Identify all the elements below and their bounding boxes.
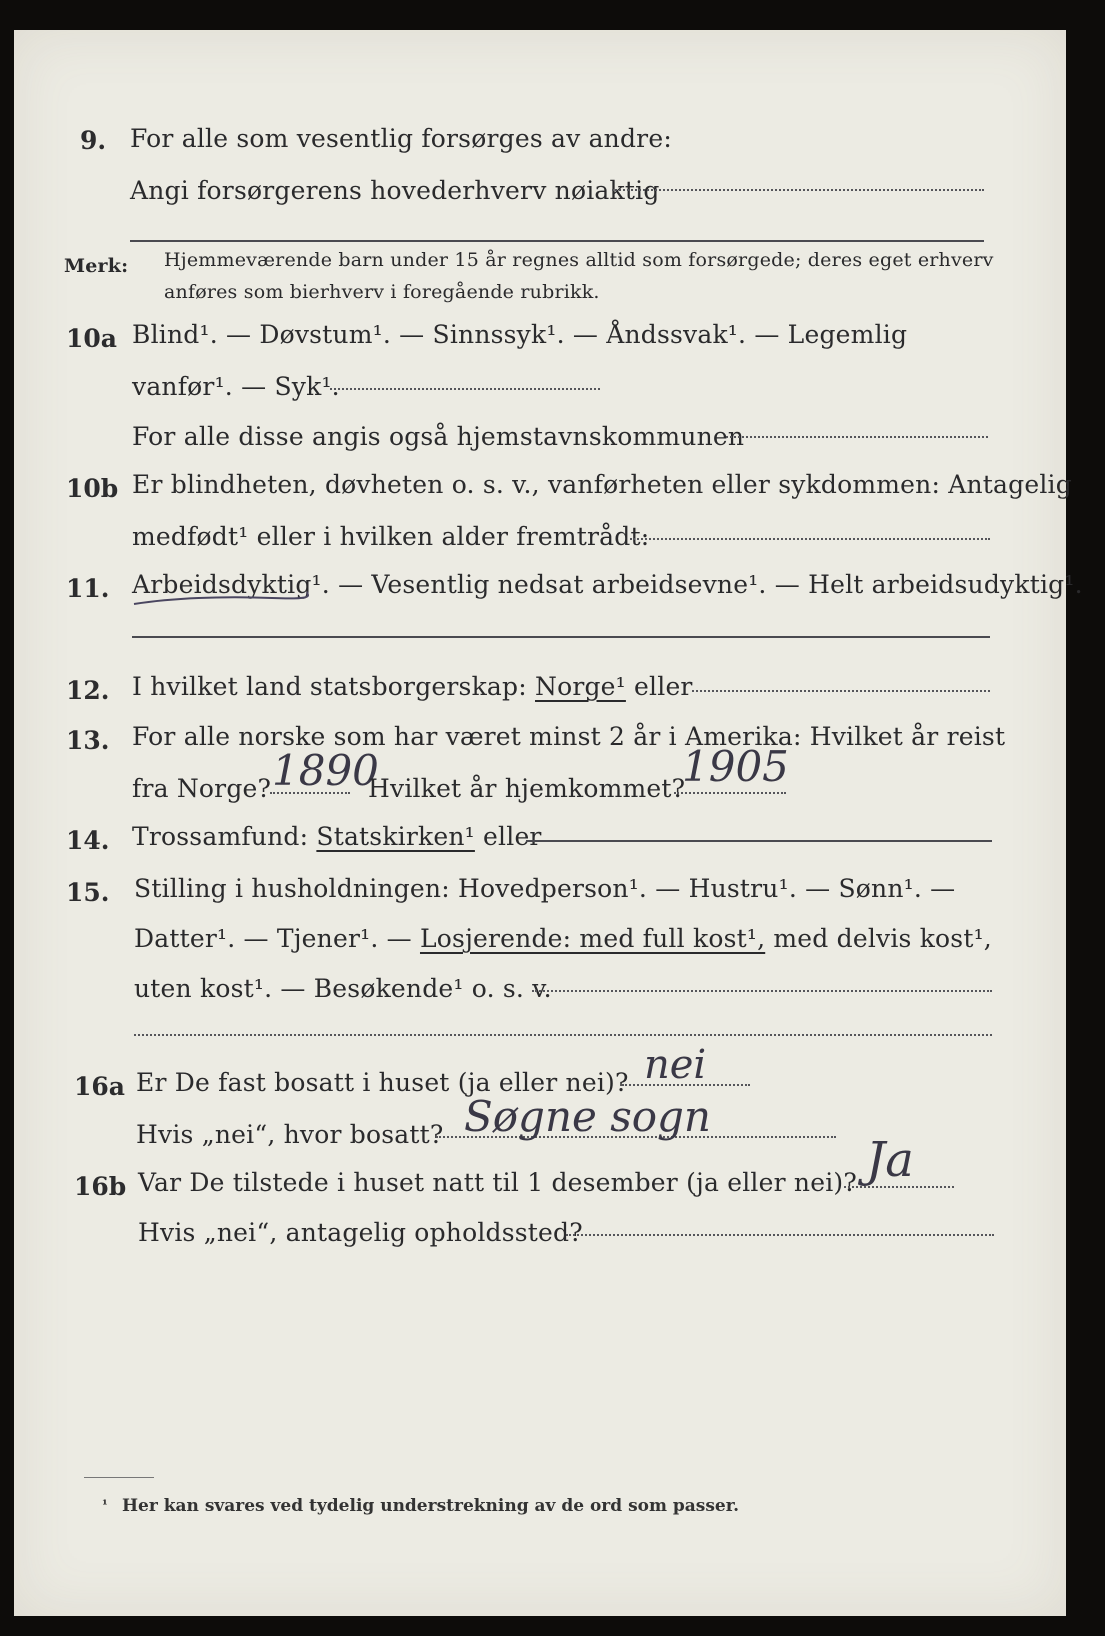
- q14-answer-line[interactable]: [526, 840, 992, 842]
- q10b-number: 10b: [66, 474, 119, 503]
- merk-label: Merk:: [64, 255, 129, 277]
- q14-number: 14.: [66, 826, 110, 855]
- q15-number: 15.: [66, 878, 110, 907]
- q11-number: 11.: [66, 574, 110, 603]
- q10a-line2: vanfør¹. — Syk¹.: [132, 372, 340, 401]
- q15-answer-line-2[interactable]: [134, 1034, 992, 1036]
- q16b-line1: Var De tilstede i huset natt til 1 desember (ja eller nei)?: [138, 1168, 857, 1197]
- footnote-text: Her kan svares ved tydelig understrekning av de ord som passer.: [122, 1496, 740, 1516]
- q12-option-norge[interactable]: Norge¹: [535, 672, 626, 701]
- q10a-line3: For alle disse angis også hjemstavnskommunen: [132, 422, 745, 451]
- q16a-answer-hvor[interactable]: Søgne sogn: [464, 1092, 711, 1141]
- q16a-number: 16a: [74, 1072, 125, 1101]
- q13-reist-label: fra Norge?: [132, 774, 272, 803]
- q10b-line2: medfødt¹ eller i hvilken alder fremtrådt:: [132, 522, 650, 551]
- q9-answer-line-2[interactable]: [130, 240, 984, 242]
- q11-handwritten-underline: [132, 590, 312, 614]
- q15-line1: Stilling i husholdningen: Hovedperson¹. — Hustru¹. — Sønn¹. —: [134, 874, 956, 903]
- q13-hjem-line[interactable]: [674, 792, 786, 794]
- footnote-marker: ¹: [102, 1498, 108, 1513]
- q14-eller: eller: [474, 822, 542, 851]
- q15-option-losjerende-full-kost[interactable]: Losjerende: med full kost¹,: [419, 924, 766, 953]
- q11-option-arbeidsdyktig[interactable]: Arbeidsdyktig¹.: [132, 570, 330, 599]
- q14-label: Trossamfund:: [132, 822, 317, 851]
- q10a-line1: Blind¹. — Døvstum¹. — Sinnssyk¹. — Åndssvak¹. — Legemlig: [132, 320, 908, 349]
- merk-note-line2: anføres som bierhverv i foregående rubrikk.: [164, 281, 600, 303]
- q15-options-a: Datter¹. — Tjener¹. —: [134, 924, 420, 953]
- q10a-kommune-line[interactable]: [726, 436, 988, 438]
- q10b-answer-line[interactable]: [630, 538, 990, 540]
- q15-line2: [134, 924, 992, 954]
- q16b-opholdssted-line[interactable]: [566, 1234, 994, 1236]
- q9-question: For alle som vesentlig forsørges av andre:: [130, 124, 672, 153]
- q11-other-options: — Vesentlig nedsat arbeidsevne¹. — Helt arbeidsudyktig¹.: [329, 570, 1083, 599]
- q14-question: [132, 822, 542, 852]
- q14-option-statskirken[interactable]: Statskirken¹: [316, 822, 475, 851]
- q9-subquestion: Angi forsørgerens hovederhverv nøiaktig: [130, 176, 660, 205]
- footnote-separator: [84, 1477, 154, 1478]
- q16b-number: 16b: [74, 1172, 127, 1201]
- q15-answer-line[interactable]: [532, 990, 992, 992]
- q13-answer-reist[interactable]: 1890: [272, 746, 379, 795]
- q12-label: I hvilket land statsborgerskap:: [132, 672, 535, 701]
- q13-line1: For alle norske som har været minst 2 år i Amerika: Hvilket år reist: [132, 722, 1006, 751]
- q12-question: [132, 672, 693, 702]
- q16b-line2: Hvis „nei“, antagelig opholdssted?: [138, 1218, 583, 1247]
- q13-answer-hjem[interactable]: 1905: [682, 742, 789, 791]
- q12-number: 12.: [66, 676, 110, 705]
- q13-number: 13.: [66, 726, 110, 755]
- q10b-line1: Er blindheten, døvheten o. s. v., vanførheten eller sykdommen: Antagelig: [132, 470, 1072, 499]
- q16b-answer-tilstede[interactable]: Ja: [866, 1132, 914, 1188]
- q9-answer-line[interactable]: [612, 189, 984, 191]
- q11-answer-line[interactable]: [132, 636, 990, 638]
- q16a-line2: Hvis „nei“, hvor bosatt?: [136, 1120, 444, 1149]
- merk-note-line1: Hjemmeværende barn under 15 år regnes alltid som forsørgede; deres eget erhverv: [164, 249, 994, 271]
- q10a-number: 10a: [66, 324, 117, 353]
- q10a-answer-line[interactable]: [330, 388, 600, 390]
- q12-answer-line[interactable]: [692, 690, 990, 692]
- q15-options-b: med delvis kost¹,: [765, 924, 992, 953]
- q12-eller: eller: [625, 672, 693, 701]
- q16a-answer-bosatt[interactable]: nei: [644, 1042, 707, 1088]
- q15-line3: uten kost¹. — Besøkende¹ o. s. v.: [134, 974, 552, 1003]
- q9-number: 9.: [80, 126, 107, 155]
- q16a-line1: Er De fast bosatt i huset (ja eller nei)?: [136, 1068, 629, 1097]
- census-form-page: [14, 30, 1083, 1616]
- q13-hjem-label: Hvilket år hjemkommet?: [368, 774, 686, 803]
